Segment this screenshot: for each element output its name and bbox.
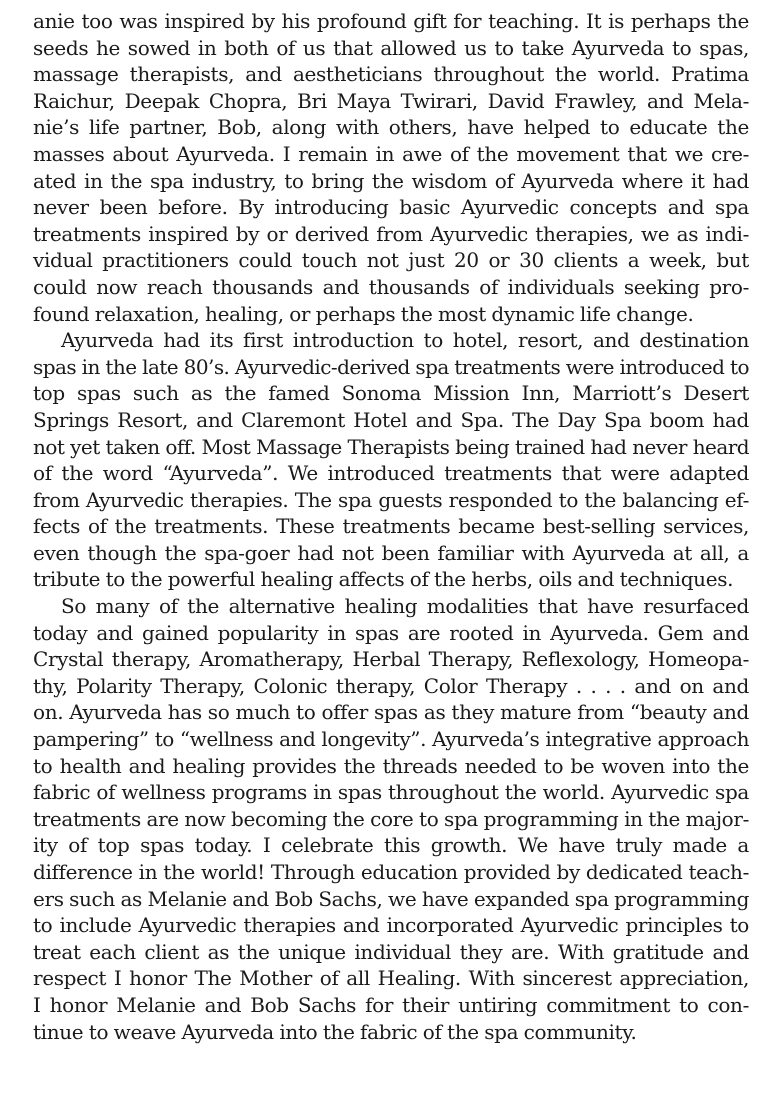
paragraph-3 [33,593,749,1045]
text-line: of the word “Ayurveda”. We introduced treatments that were adapted [33,461,749,486]
page-body [33,8,749,1045]
text-line: thy, Polarity Therapy, Colonic therapy, Color Therapy . . . . and on and [33,673,749,698]
text-line: today and gained popularity in spas are rooted in Ayurveda. Gem and [33,620,749,645]
text-line: treat each client as the unique individual they are. With gratitude and [33,939,749,964]
text-line: Springs Resort, and Claremont Hotel and Spa. The Day Spa boom had [33,407,749,432]
paragraph-2 [33,327,749,593]
text-line: masses about Ayurveda. I remain in awe of the movement that we cre- [33,141,749,166]
text-line: treatments are now becoming the core to spa programming in the major- [33,806,749,831]
paragraph-1 [33,8,749,327]
text-line: pampering” to “wellness and longevity”. Ayurveda’s integrative approach [33,727,749,752]
text-line: vidual practitioners could touch not just 20 or 30 clients a week, but [33,248,749,273]
text-line: to health and healing provides the threads needed to be woven into the [33,753,749,778]
text-line: even though the spa-goer had not been familiar with Ayurveda at all, a [33,540,749,565]
text-line: not yet taken off. Most Massage Therapists being trained had never heard [33,434,749,459]
text-line: tribute to the powerful healing affects of the herbs, oils and techniques. [33,567,734,592]
text-line: Ayurveda had its first introduction to hotel, resort, and destination [61,328,749,353]
text-line: ated in the spa industry, to bring the wisdom of Ayurveda where it had [33,168,749,193]
text-line: anie too was inspired by his profound gift for teaching. It is perhaps the [33,9,749,33]
text-line: Raichur, Deepak Chopra, Bri Maya Twirari, David Frawley, and Mela- [33,88,749,113]
text-line: seeds he sowed in both of us that allowed us to take Ayurveda to spas, [33,35,749,60]
text-line: from Ayurvedic therapies. The spa guests responded to the balancing ef- [33,487,749,512]
text-line: on. Ayurveda has so much to offer spas as they mature from “beauty and [33,700,749,725]
text-line: Crystal therapy, Aromatherapy, Herbal Therapy, Reflexology, Homeopa- [33,647,749,672]
text-line: tinue to weave Ayurveda into the fabric of the spa community. [33,1019,637,1044]
text-line: found relaxation, healing, or perhaps the most dynamic life change. [33,301,694,326]
text-line: treatments inspired by or derived from Ayurvedic therapies, we as indi- [33,221,749,246]
text-line: to include Ayurvedic therapies and incorporated Ayurvedic principles to [33,913,749,938]
text-line: massage therapists, and aestheticians throughout the world. Pratima [33,62,749,87]
text-line: difference in the world! Through education provided by dedicated teach- [33,860,749,884]
text-line: ity of top spas today. I celebrate this growth. We have truly made a [33,833,749,858]
text-line: fects of the treatments. These treatments became best-selling services, [33,514,749,539]
text-line: fabric of wellness programs in spas throughout the world. Ayurvedic spa [33,780,749,805]
text-line: ers such as Melanie and Bob Sachs, we have expanded spa programming [33,886,750,911]
text-line: spas in the late 80’s. Ayurvedic-derived spa treatments were introduced to [33,354,749,379]
text-line: I honor Melanie and Bob Sachs for their untiring commitment to con- [33,992,749,1017]
text-line: could now reach thousands and thousands of individuals seeking pro- [33,274,749,299]
text-line: So many of the alternative healing modalities that have resurfaced [61,594,749,619]
text-line: top spas such as the famed Sonoma Mission Inn, Marriott’s Desert [33,381,749,406]
text-line: never been before. By introducing basic Ayurvedic concepts and spa [33,195,749,220]
text-line: respect I honor The Mother of all Healing. With sincerest appreciation, [33,966,749,991]
text-line: nie’s life partner, Bob, along with others, have helped to educate the [33,115,749,140]
